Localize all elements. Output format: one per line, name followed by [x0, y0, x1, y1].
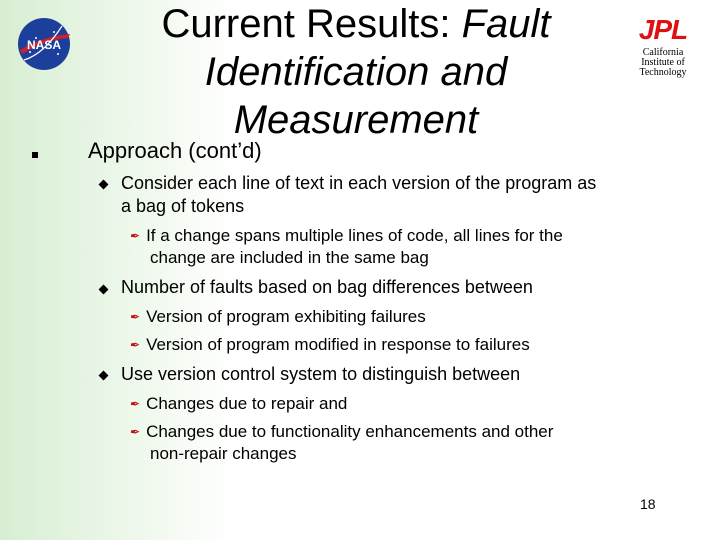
- item1-sub1-line1: If a change spans multiple lines of code, all lines for the: [146, 226, 563, 245]
- item3-sub1-line1: Changes due to repair and: [146, 394, 348, 413]
- level1-text: Approach (cont’d): [88, 138, 262, 163]
- title-line1-italic: Fault: [461, 2, 551, 46]
- diamond-bullet-icon: [99, 285, 109, 295]
- title-line3: Measurement: [233, 98, 479, 142]
- jpl-line-1: California: [642, 47, 684, 58]
- page-number: 18: [640, 496, 656, 512]
- diamond-bullet-icon: [99, 180, 109, 190]
- sub-list-item: [130, 393, 650, 415]
- pen-nib-icon: ✒: [130, 229, 141, 243]
- square-bullet-icon: [32, 152, 38, 158]
- item1-line1: Consider each line of text in each version of the program as: [121, 173, 597, 193]
- diamond-bullet-icon: [99, 371, 109, 381]
- pen-nib-icon: ✒: [130, 425, 141, 439]
- list-item: [121, 363, 681, 386]
- nasa-logo-text: NASA: [26, 38, 62, 52]
- item1-sub1-line2: change are included in the same bag: [150, 248, 429, 267]
- list-item: [121, 276, 681, 299]
- title-line2: Identification and: [204, 50, 508, 94]
- sub-list-item: [130, 225, 650, 269]
- list-item: [121, 172, 681, 218]
- item2-sub2-line1: Version of program modified in response to failures: [146, 335, 530, 354]
- item3-sub2-line2: non-repair changes: [150, 444, 297, 463]
- pen-nib-icon: ✒: [130, 397, 141, 411]
- sub-list-item: [130, 306, 650, 328]
- item3-line1: Use version control system to distinguish between: [121, 364, 521, 384]
- item2-line1: Number of faults based on bag differences between: [121, 277, 533, 297]
- jpl-line-2: Institute of: [641, 57, 685, 68]
- jpl-line-3: Technology: [639, 67, 687, 78]
- title-line1-plain: Current Results:: [161, 2, 462, 46]
- pen-nib-icon: ✒: [130, 310, 141, 324]
- sub-list-item: [130, 421, 650, 465]
- pen-nib-icon: ✒: [130, 338, 141, 352]
- sub-list-item: [130, 334, 650, 356]
- jpl-mark: JPL: [638, 14, 688, 45]
- item1-line2: a bag of tokens: [121, 196, 245, 216]
- item3-sub2-line1: Changes due to functionality enhancements and other: [146, 422, 554, 441]
- item2-sub1-line1: Version of program exhibiting failures: [146, 307, 426, 326]
